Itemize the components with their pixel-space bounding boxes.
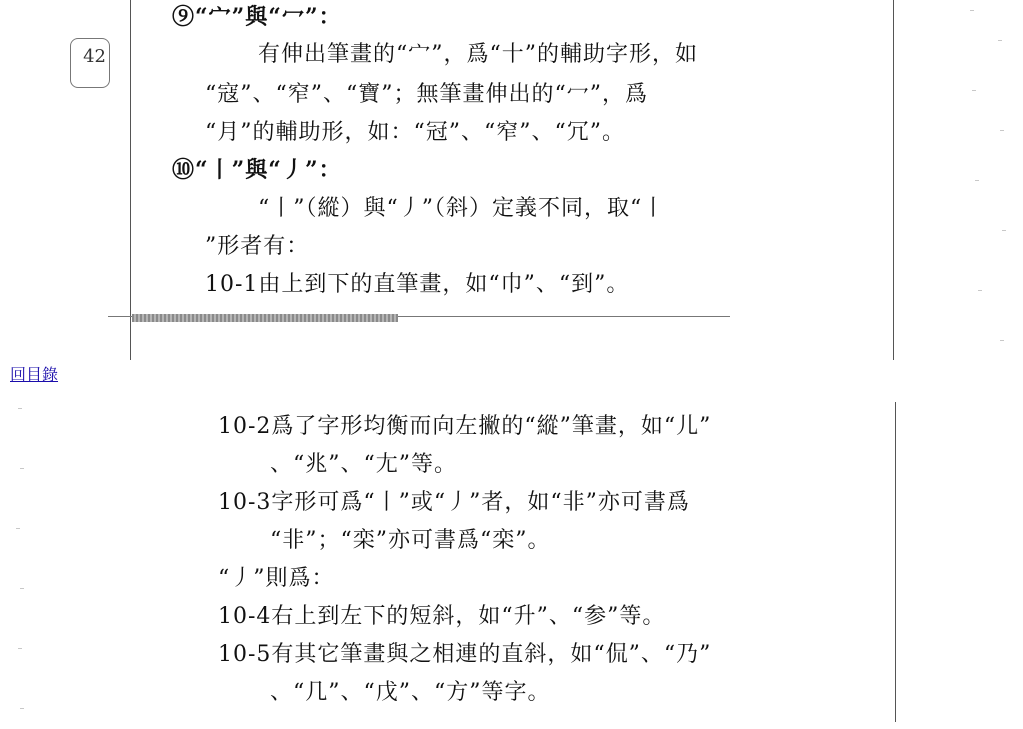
left-margin-rule [130, 0, 131, 360]
paragraph-line: 10-1由上到下的直筆畫，如“巾”、“到”。 [205, 272, 630, 297]
page-number-tab: 42 [70, 38, 110, 88]
paragraph-line: 有伸出筆畫的“宀”，爲“十”的輔助字形，如 [258, 42, 698, 67]
paragraph-line: 、“几”、“戊”、“方”等字。 [270, 680, 551, 705]
scan-speck [975, 180, 979, 181]
footer-shaded-bar [132, 314, 398, 322]
paragraph-line: “月”的輔助形，如：“冠”、“窄”、“冗”。 [205, 120, 625, 145]
scan-speck [978, 290, 982, 291]
paragraph-line: “非”；“栾”亦可書爲“栾”。 [270, 528, 551, 553]
right-margin-rule [893, 0, 894, 360]
scan-speck [970, 10, 974, 11]
scan-speck [18, 408, 22, 409]
paragraph-line: 10-5有其它筆畫與之相連的直斜，如“侃”、“乃” [218, 642, 712, 667]
scan-speck [1000, 130, 1004, 131]
paragraph-line: 、“兆”、“尢”等。 [270, 452, 457, 477]
scan-speck [972, 90, 976, 91]
scan-speck [1002, 230, 1006, 231]
scan-speck [18, 648, 22, 649]
scan-speck [20, 708, 24, 709]
scan-speck [20, 468, 24, 469]
scan-speck [20, 588, 24, 589]
paragraph-line: ”形者有： [205, 234, 310, 259]
scanned-page-top [0, 0, 1023, 360]
paragraph-line: “丿”則爲： [218, 566, 335, 591]
paragraph-line: “寇”、“窄”、“寶”；無筆畫伸出的“冖”，爲 [205, 82, 648, 107]
scanned-page-bottom [0, 388, 1023, 729]
paragraph-line: 10-2爲了字形均衡而向左撇的“縱”筆畫，如“儿” [218, 414, 712, 439]
section-heading-10: ⑩“丨”與“丿”： [172, 157, 342, 183]
paragraph-line: 10-3字形可爲“丨”或“丿”者，如“非”亦可書爲 [218, 490, 690, 515]
scan-speck [16, 528, 20, 529]
scan-speck [1000, 340, 1004, 341]
right-margin-rule [895, 402, 896, 722]
paragraph-line: “丨”（縱）與“丿”（斜）定義不同，取“丨 [258, 196, 666, 221]
section-heading-9: ⑨“宀”與“冖”： [172, 4, 342, 30]
back-to-contents-link[interactable]: 回目錄 [10, 365, 59, 384]
paragraph-line: 10-4右上到左下的短斜，如“升”、“参”等。 [218, 604, 666, 629]
scan-speck [998, 40, 1002, 41]
